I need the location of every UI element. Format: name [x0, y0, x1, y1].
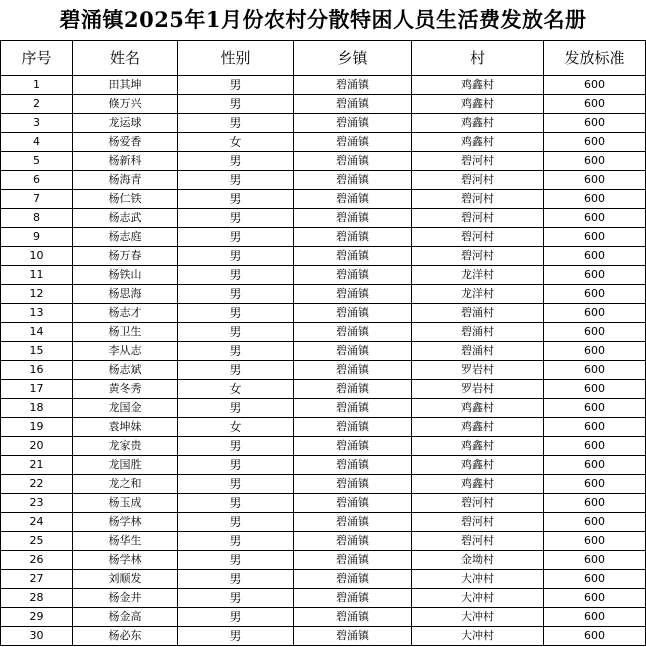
cell-village: 罗岩村: [412, 361, 544, 380]
table-row: [1, 228, 646, 247]
cell-town: 碧涌镇: [294, 513, 412, 532]
cell-sex: 男: [178, 247, 294, 266]
cell-standard: 600: [544, 494, 646, 513]
cell-name: 杨万春: [73, 247, 178, 266]
cell-seq: 6: [1, 171, 73, 190]
cell-town: 碧涌镇: [294, 551, 412, 570]
table-row: [1, 76, 646, 95]
cell-town: 碧涌镇: [294, 494, 412, 513]
table-row: [1, 456, 646, 475]
table-row: [1, 475, 646, 494]
cell-name: 龙国胜: [73, 456, 178, 475]
cell-town: 碧涌镇: [294, 570, 412, 589]
cell-village: 大冲村: [412, 627, 544, 646]
cell-sex: 男: [178, 285, 294, 304]
cell-sex: 女: [178, 418, 294, 437]
cell-village: 碧河村: [412, 494, 544, 513]
cell-standard: 600: [544, 228, 646, 247]
cell-standard: 600: [544, 570, 646, 589]
header-standard: 发放标准: [544, 41, 646, 76]
cell-name: 倏万兴: [73, 95, 178, 114]
table-row: [1, 209, 646, 228]
cell-name: 杨必东: [73, 627, 178, 646]
cell-name: 杨金高: [73, 608, 178, 627]
cell-seq: 21: [1, 456, 73, 475]
cell-seq: 1: [1, 76, 73, 95]
cell-name: 杨海青: [73, 171, 178, 190]
cell-seq: 25: [1, 532, 73, 551]
cell-village: 龙洋村: [412, 285, 544, 304]
cell-sex: 男: [178, 95, 294, 114]
cell-name: 杨华生: [73, 532, 178, 551]
cell-town: 碧涌镇: [294, 437, 412, 456]
cell-standard: 600: [544, 190, 646, 209]
cell-standard: 600: [544, 209, 646, 228]
header-name: 姓名: [73, 41, 178, 76]
cell-standard: 600: [544, 152, 646, 171]
cell-village: 碧河村: [412, 209, 544, 228]
cell-seq: 24: [1, 513, 73, 532]
cell-name: 杨卫生: [73, 323, 178, 342]
cell-village: 鸡鑫村: [412, 475, 544, 494]
cell-standard: 600: [544, 285, 646, 304]
cell-village: 龙洋村: [412, 266, 544, 285]
cell-standard: 600: [544, 608, 646, 627]
cell-name: 杨志才: [73, 304, 178, 323]
cell-town: 碧涌镇: [294, 456, 412, 475]
cell-sex: 男: [178, 190, 294, 209]
cell-town: 碧涌镇: [294, 133, 412, 152]
cell-sex: 男: [178, 114, 294, 133]
cell-town: 碧涌镇: [294, 190, 412, 209]
cell-sex: 男: [178, 361, 294, 380]
cell-town: 碧涌镇: [294, 285, 412, 304]
cell-standard: 600: [544, 95, 646, 114]
cell-sex: 男: [178, 437, 294, 456]
cell-town: 碧涌镇: [294, 95, 412, 114]
cell-name: 杨学林: [73, 513, 178, 532]
cell-seq: 14: [1, 323, 73, 342]
cell-village: 碧河村: [412, 532, 544, 551]
cell-town: 碧涌镇: [294, 361, 412, 380]
cell-sex: 男: [178, 532, 294, 551]
header-town: 乡镇: [294, 41, 412, 76]
cell-standard: 600: [544, 247, 646, 266]
table-row: [1, 532, 646, 551]
cell-sex: 男: [178, 304, 294, 323]
cell-village: 碧河村: [412, 513, 544, 532]
cell-village: 鸡鑫村: [412, 418, 544, 437]
cell-seq: 19: [1, 418, 73, 437]
cell-town: 碧涌镇: [294, 171, 412, 190]
cell-name: 杨爱香: [73, 133, 178, 152]
cell-village: 鸡鑫村: [412, 456, 544, 475]
table-row: [1, 361, 646, 380]
cell-village: 鸡鑫村: [412, 76, 544, 95]
cell-name: 黄冬秀: [73, 380, 178, 399]
cell-town: 碧涌镇: [294, 475, 412, 494]
cell-village: 碧涌村: [412, 342, 544, 361]
cell-town: 碧涌镇: [294, 304, 412, 323]
cell-town: 碧涌镇: [294, 627, 412, 646]
table-row: [1, 152, 646, 171]
cell-village: 碧河村: [412, 228, 544, 247]
table-row: [1, 342, 646, 361]
cell-standard: 600: [544, 171, 646, 190]
cell-seq: 8: [1, 209, 73, 228]
cell-village: 碧河村: [412, 152, 544, 171]
cell-name: 杨金井: [73, 589, 178, 608]
cell-standard: 600: [544, 361, 646, 380]
cell-sex: 男: [178, 570, 294, 589]
table-row: [1, 114, 646, 133]
cell-sex: 男: [178, 266, 294, 285]
cell-village: 鸡鑫村: [412, 437, 544, 456]
cell-sex: 男: [178, 627, 294, 646]
cell-name: 刘顺发: [73, 570, 178, 589]
table-row: [1, 285, 646, 304]
cell-standard: 600: [544, 475, 646, 494]
cell-standard: 600: [544, 456, 646, 475]
cell-standard: 600: [544, 114, 646, 133]
cell-town: 碧涌镇: [294, 418, 412, 437]
cell-name: 袁坤妹: [73, 418, 178, 437]
cell-village: 碧河村: [412, 171, 544, 190]
cell-town: 碧涌镇: [294, 589, 412, 608]
table-row: [1, 171, 646, 190]
cell-seq: 23: [1, 494, 73, 513]
cell-town: 碧涌镇: [294, 247, 412, 266]
cell-name: 龙之和: [73, 475, 178, 494]
cell-town: 碧涌镇: [294, 608, 412, 627]
table-row: [1, 551, 646, 570]
header-village: 村: [412, 41, 544, 76]
cell-village: 碧河村: [412, 247, 544, 266]
cell-name: 杨铁山: [73, 266, 178, 285]
table-row: [1, 190, 646, 209]
cell-seq: 29: [1, 608, 73, 627]
cell-town: 碧涌镇: [294, 399, 412, 418]
cell-name: 杨新科: [73, 152, 178, 171]
cell-seq: 30: [1, 627, 73, 646]
cell-standard: 600: [544, 399, 646, 418]
cell-town: 碧涌镇: [294, 114, 412, 133]
table-row: [1, 513, 646, 532]
cell-standard: 600: [544, 133, 646, 152]
cell-village: 大冲村: [412, 608, 544, 627]
cell-seq: 11: [1, 266, 73, 285]
header-seq: 序号: [1, 41, 73, 76]
cell-sex: 男: [178, 209, 294, 228]
cell-standard: 600: [544, 342, 646, 361]
cell-name: 杨思海: [73, 285, 178, 304]
cell-name: 杨玉成: [73, 494, 178, 513]
cell-town: 碧涌镇: [294, 152, 412, 171]
table-row: [1, 323, 646, 342]
roster-body: [1, 76, 646, 646]
cell-village: 碧涌村: [412, 304, 544, 323]
cell-town: 碧涌镇: [294, 209, 412, 228]
table-row: [1, 95, 646, 114]
cell-sex: 男: [178, 608, 294, 627]
cell-seq: 3: [1, 114, 73, 133]
cell-seq: 17: [1, 380, 73, 399]
cell-standard: 600: [544, 380, 646, 399]
cell-sex: 女: [178, 133, 294, 152]
cell-sex: 男: [178, 551, 294, 570]
cell-seq: 15: [1, 342, 73, 361]
document-title: 碧涌镇2025年1月份农村分散特困人员生活费发放名册: [59, 7, 587, 32]
cell-standard: 600: [544, 418, 646, 437]
cell-town: 碧涌镇: [294, 342, 412, 361]
table-row: [1, 494, 646, 513]
cell-sex: 男: [178, 589, 294, 608]
cell-sex: 男: [178, 513, 294, 532]
cell-name: 杨仁铁: [73, 190, 178, 209]
cell-standard: 600: [544, 551, 646, 570]
cell-standard: 600: [544, 76, 646, 95]
cell-village: 罗岩村: [412, 380, 544, 399]
cell-name: 李从志: [73, 342, 178, 361]
cell-sex: 女: [178, 380, 294, 399]
cell-sex: 男: [178, 494, 294, 513]
cell-town: 碧涌镇: [294, 76, 412, 95]
table-row: [1, 247, 646, 266]
table-row: [1, 304, 646, 323]
cell-sex: 男: [178, 456, 294, 475]
cell-sex: 男: [178, 171, 294, 190]
table-row: [1, 133, 646, 152]
cell-standard: 600: [544, 627, 646, 646]
cell-seq: 5: [1, 152, 73, 171]
cell-seq: 2: [1, 95, 73, 114]
cell-seq: 16: [1, 361, 73, 380]
cell-town: 碧涌镇: [294, 532, 412, 551]
cell-village: 碧涌村: [412, 323, 544, 342]
table-row: [1, 399, 646, 418]
table-row: [1, 380, 646, 399]
cell-name: 杨学林: [73, 551, 178, 570]
cell-seq: 20: [1, 437, 73, 456]
cell-seq: 7: [1, 190, 73, 209]
cell-standard: 600: [544, 513, 646, 532]
cell-standard: 600: [544, 437, 646, 456]
table-row: [1, 418, 646, 437]
cell-name: 杨志武: [73, 209, 178, 228]
cell-village: 鸡鑫村: [412, 399, 544, 418]
table-row: [1, 608, 646, 627]
cell-seq: 10: [1, 247, 73, 266]
cell-sex: 男: [178, 323, 294, 342]
cell-village: 碧河村: [412, 190, 544, 209]
table-row: [1, 589, 646, 608]
cell-name: 杨志斌: [73, 361, 178, 380]
header-row: [1, 41, 646, 76]
table-row: [1, 437, 646, 456]
cell-name: 龙运球: [73, 114, 178, 133]
cell-village: 鸡鑫村: [412, 114, 544, 133]
cell-name: 杨志庭: [73, 228, 178, 247]
cell-town: 碧涌镇: [294, 266, 412, 285]
roster-table: [0, 40, 646, 646]
cell-village: 鸡鑫村: [412, 133, 544, 152]
cell-standard: 600: [544, 589, 646, 608]
cell-name: 田其坤: [73, 76, 178, 95]
table-row: [1, 627, 646, 646]
cell-sex: 男: [178, 475, 294, 494]
cell-village: 大冲村: [412, 570, 544, 589]
cell-sex: 男: [178, 76, 294, 95]
cell-standard: 600: [544, 532, 646, 551]
cell-seq: 18: [1, 399, 73, 418]
table-row: [1, 266, 646, 285]
cell-seq: 13: [1, 304, 73, 323]
header-sex: 性别: [178, 41, 294, 76]
cell-town: 碧涌镇: [294, 323, 412, 342]
cell-seq: 22: [1, 475, 73, 494]
cell-village: 鸡鑫村: [412, 95, 544, 114]
cell-seq: 28: [1, 589, 73, 608]
cell-village: 大冲村: [412, 589, 544, 608]
cell-town: 碧涌镇: [294, 228, 412, 247]
cell-standard: 600: [544, 304, 646, 323]
cell-sex: 男: [178, 152, 294, 171]
cell-seq: 12: [1, 285, 73, 304]
cell-seq: 26: [1, 551, 73, 570]
cell-sex: 男: [178, 399, 294, 418]
cell-sex: 男: [178, 228, 294, 247]
cell-seq: 4: [1, 133, 73, 152]
cell-standard: 600: [544, 266, 646, 285]
cell-name: 龙家贵: [73, 437, 178, 456]
cell-village: 金坳村: [412, 551, 544, 570]
table-row: [1, 570, 646, 589]
cell-seq: 9: [1, 228, 73, 247]
cell-town: 碧涌镇: [294, 380, 412, 399]
cell-sex: 男: [178, 342, 294, 361]
cell-name: 龙国金: [73, 399, 178, 418]
cell-standard: 600: [544, 323, 646, 342]
cell-seq: 27: [1, 570, 73, 589]
